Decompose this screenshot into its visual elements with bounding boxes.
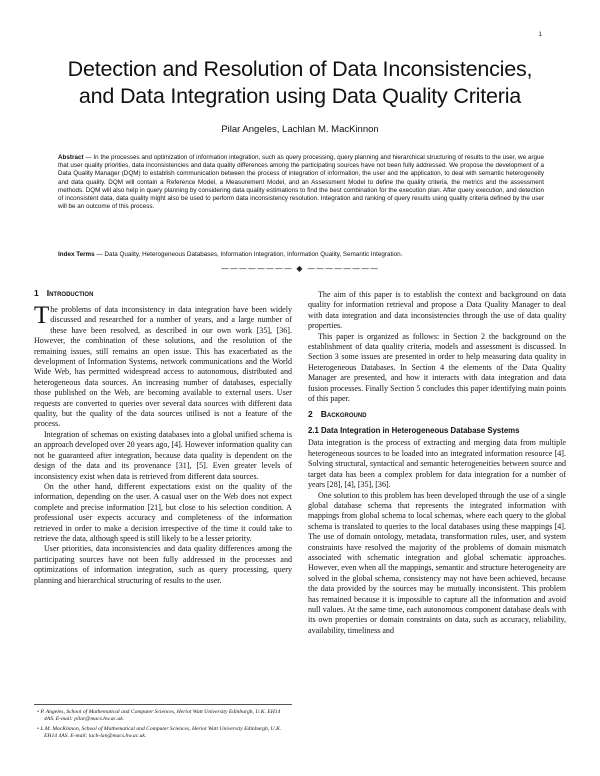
background-paragraph-2: One solution to this problem has been developed through the use of a single global database schema that represents the integrated information with mappings from global schema to local schemas, where each query to the global schema is translated to queries to the local databases using these mappings [4]. The use of domain ontology, metadata, transformation rules, user, and system constraints have resolved the majority of the problems of domain mismatch associated with schematic integration and global schematic approaches. However, even when all the mappings, semantic and structure heterogeneity are solved in the global schema, consistency may not have been achieved, because the data provided by the sources may be mutually inconsistent. This problem has remained because it is impossible to capture all the information and avoid null values. At the same time, each autonomous component database deals with its own properties or domain constraints on data, such as accuracy, reliability, availability, timeliness and: [308, 490, 566, 635]
author-footnotes: [34, 704, 292, 743]
paper-title: [20, 56, 580, 110]
abstract: [58, 154, 544, 211]
page-number: 1: [538, 32, 542, 38]
intro-paragraph-1: [34, 302, 292, 430]
section-1-heading: [34, 288, 292, 299]
section-separator: ———————— ◆ ————————: [220, 264, 380, 273]
footnote-mackinnon: • L.M. MacKinnon, School of Mathematical and Computer Sciences, Heriot Watt University Edinburgh, U.K. EH14 4AS. E-mail: lach-lan@macs.hw.ac.uk.: [37, 725, 282, 740]
dropcap-letter: T: [34, 302, 50, 329]
abstract-text: — In the processes and optimization of information integration, such as query processing, query planning and hierarchical structuring of results to the user, we argue that user quality priorities, data inconsistencies and data quality differences among the participating sources have not been fully addressed. We propose the development of a Data Quality Manager (DQM) to establish communication between the process of integration of information, the user and the application, to deal with semantic heterogeneity and data quality. DQM will contain a Reference Model, a Measurement Model, and an Assessment Model to define the quality criteria, the metrics and the assessment methods. DQM will also help in query planning by considering data quality estimations to find the best combination for the execution plan. After query execution, and detection of inconsistent data, data quality might also be used to perform data inconsistency resolution. Integration and ranking of query results using quality criteria defined by the user will be an outcome of this process.: [58, 154, 544, 211]
title-line-2: and Data Integration using Data Quality Criteria: [78, 84, 522, 108]
index-terms-label: Index Terms: [58, 251, 95, 258]
authors: Pilar Angeles, Lachlan M. MacKinnon: [221, 124, 379, 135]
aim-paragraph: The aim of this paper is to establish the context and background on data quality for information retrieval and propose a Data Quality Manager to deal with data integration and data inconsistencies through the use of data quality properties.: [308, 290, 566, 331]
background-paragraph-1: Data integration is the process of extracting and merging data from multiple heterogeneous sources to be loaded into an integrated information resource [4]. Solving structural, syntactical and semantic heterogeneities between source and target data has been a complex problem for data integration for a number of years [28], [4], [35], [36].: [308, 438, 566, 490]
organization-paragraph: This paper is organized as follows: in Section 2 the background on the establishment of data quality criteria, models and assessment is discussed. In Section 3 some issues are presented in order to help measuring data quality in Heterogeneous Databases. In Section 4 the elements of the Data Quality Manager are presented, and how it interacts with data integration and data fusion processes. Finally Section 5 concludes this paper identifying main points of this paper.: [308, 331, 566, 404]
section-2-heading: [308, 409, 566, 420]
intro-paragraph-1-text: he problems of data inconsistency in data integration have been widely discussed and researched for a number of years, and a large number of these have been resolved, as described in our own work [35], [36]. However, the combination of these solutions, and the resolution of the remaining issues, still remains an open issue. This has exacerbated as the development of Information Systems, network communications and the World Wide Web, has permitted widespread access to autonomous, distributed and heterogeneous data sources. An increasing number of databases, especially those published on the Web, are becoming available to external users. User requests are converted to queries over several data sources with different data quality, but the quality of the data sources utilised is not a feature of the process.: [34, 305, 292, 429]
footnote-angeles: • P. Angeles, School of Mathematical and Computer Sciences, Heriot Watt University Edinburgh, U.K. EH14 4AS. E-mail: pilar@macs.hw.ac.uk.: [37, 709, 281, 723]
index-terms: [58, 251, 544, 259]
intro-paragraph-4: User priorities, data inconsistencies and data quality differences among the participating sources have not been fully addressed in the processes and optimizations of information integration, such as query processing, query planning and hierarchical structuring of results to the user.: [34, 544, 292, 585]
section-2-title: Background: [320, 409, 367, 420]
intro-paragraph-3: On the other hand, different expectations exist on the quality of the information, depending on the user. A casual user on the Web does not expect complete and precise information [21], but close to his selection condition. A professional user expects accuracy and completeness of the information retrieved in order to make a decision irrespective of the time it could take to retrieve the data, although speed is still likely to be a lesser priority.: [34, 481, 292, 543]
left-column: [34, 288, 292, 586]
abstract-label: Abstract: [58, 154, 84, 161]
right-column: [308, 290, 566, 636]
title-line-1: Detection and Resolution of Data Inconsistencies,: [67, 57, 533, 81]
section-1-number: 1: [34, 288, 39, 298]
intro-paragraph-2: Integration of schemas on existing databases into a global unified schema is an approach developed over 20 years ago, [4]. However information quality can not be guaranteed after integration, because data quality is dependent on the design of the data and its provenance [31], [5]. Even greater levels of inconsistency exist when data is retrieved from different data sources.: [34, 429, 292, 481]
subsection-2-1-heading: 2.1 Data Integration in Heterogeneous Database Systems: [308, 426, 520, 436]
section-2-number: 2: [308, 409, 313, 420]
index-terms-text: — Data Quality, Heterogeneous Databases, Information Integration, Information Quality, Semantic Integration.: [94, 251, 403, 258]
section-1-title: Introduction: [46, 288, 94, 298]
